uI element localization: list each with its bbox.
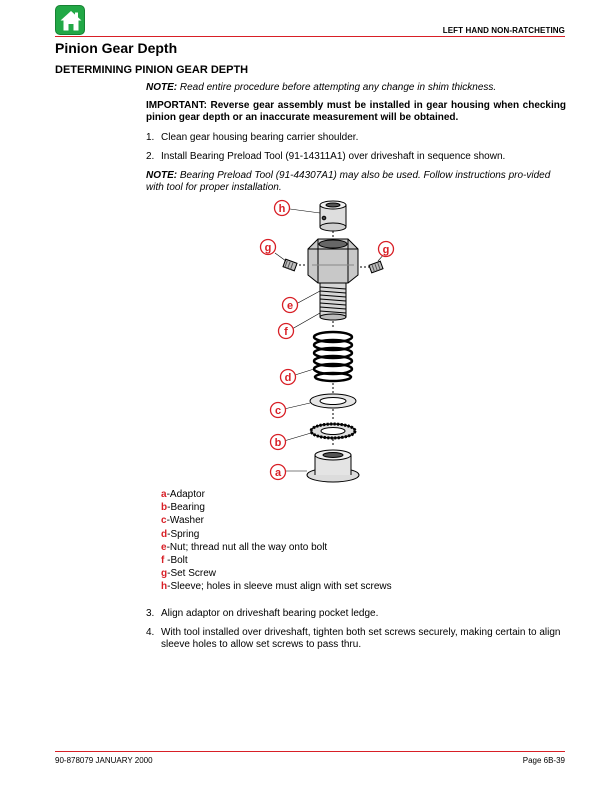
note-alternate-tool xyxy=(146,170,566,194)
step-text: Clean gear housing bearing carrier shoulder. xyxy=(161,132,359,143)
set-screw-right xyxy=(360,261,383,273)
callout-f xyxy=(279,324,294,339)
svg-text:d: d xyxy=(284,372,292,384)
step-number: 4. xyxy=(146,627,155,638)
page-number: Page 6B-39 xyxy=(522,756,565,765)
step-number: 3. xyxy=(146,608,155,619)
section-subtitle: DETERMINING PINION GEAR DEPTH xyxy=(55,64,249,76)
step-number: 1. xyxy=(146,132,155,143)
note-text: Bearing Preload Tool (91-44307A1) may also be used. Follow instructions pro-vided with tool for proper installation. xyxy=(146,170,551,193)
callout-a xyxy=(271,465,286,480)
sleeve-part xyxy=(320,201,346,231)
svg-text:b: b xyxy=(274,437,282,449)
bearing-part xyxy=(311,424,355,438)
document-id: 90-878079 JANUARY 2000 xyxy=(55,756,153,765)
nut-part xyxy=(308,239,358,283)
home-icon xyxy=(59,9,83,33)
legend-item-d: d-Spring xyxy=(161,528,200,540)
adaptor-part xyxy=(307,450,359,482)
home-button[interactable] xyxy=(55,5,85,35)
svg-text:a: a xyxy=(274,467,282,479)
step-number: 2. xyxy=(146,151,155,162)
legend-item-f: f -Bolt xyxy=(161,555,188,567)
legend-item-a: a-Adaptor xyxy=(161,489,205,500)
svg-text:g: g xyxy=(264,242,272,254)
legend-item-b: b-Bearing xyxy=(161,502,205,514)
callout-c xyxy=(271,403,286,418)
important-text: Reverse gear assembly must be installed in gear housing when checking pinion gear depth or an inaccurate measurement will be obtained. xyxy=(146,100,566,123)
set-screw-left xyxy=(283,259,306,271)
footer-rule xyxy=(55,751,565,752)
legend-item-h: h-Sleeve; holes in sleeve must align with set screws xyxy=(161,581,392,593)
section-header: LEFT HAND NON-RATCHETING xyxy=(442,26,565,35)
svg-text:g: g xyxy=(382,244,390,256)
note-label: NOTE: xyxy=(146,82,178,93)
legend-item-e: e-Nut; thread nut all the way onto bolt xyxy=(161,541,328,553)
legend-item-g: g-Set Screw xyxy=(161,568,217,580)
page-title: Pinion Gear Depth xyxy=(55,40,178,56)
important-label: IMPORTANT: xyxy=(146,100,207,111)
callout-d xyxy=(281,370,296,385)
step-text: Align adaptor on driveshaft bearing pocket ledge. xyxy=(161,608,379,619)
header-rule xyxy=(55,36,565,37)
svg-text:e: e xyxy=(286,300,294,312)
callout-b xyxy=(271,435,286,450)
callout-e xyxy=(283,298,298,313)
callout-g-right xyxy=(379,242,394,257)
note-label: NOTE: xyxy=(146,170,178,181)
bearing-preload-tool-diagram xyxy=(240,195,410,487)
spring-part xyxy=(314,332,352,381)
callout-h xyxy=(275,201,290,216)
washer-part xyxy=(310,394,356,408)
important-notice xyxy=(146,100,566,124)
legend-item-c: c-Washer xyxy=(161,515,204,527)
step-text: With tool installed over driveshaft, tighten both set screws securely, making certain to align sleeve holes to allow set screws to pass thru. xyxy=(161,627,561,650)
parts-legend xyxy=(161,488,392,594)
note-read-procedure xyxy=(146,82,566,94)
bolt-part xyxy=(320,283,346,320)
svg-text:f: f xyxy=(284,326,288,338)
note-text: Read entire procedure before attempting any change in shim thickness. xyxy=(177,82,497,93)
svg-text:c: c xyxy=(274,405,282,417)
svg-text:h: h xyxy=(278,203,286,215)
callout-g-left xyxy=(261,240,276,255)
step-text: Install Bearing Preload Tool (91-14311A1) over driveshaft in sequence shown. xyxy=(161,151,506,162)
